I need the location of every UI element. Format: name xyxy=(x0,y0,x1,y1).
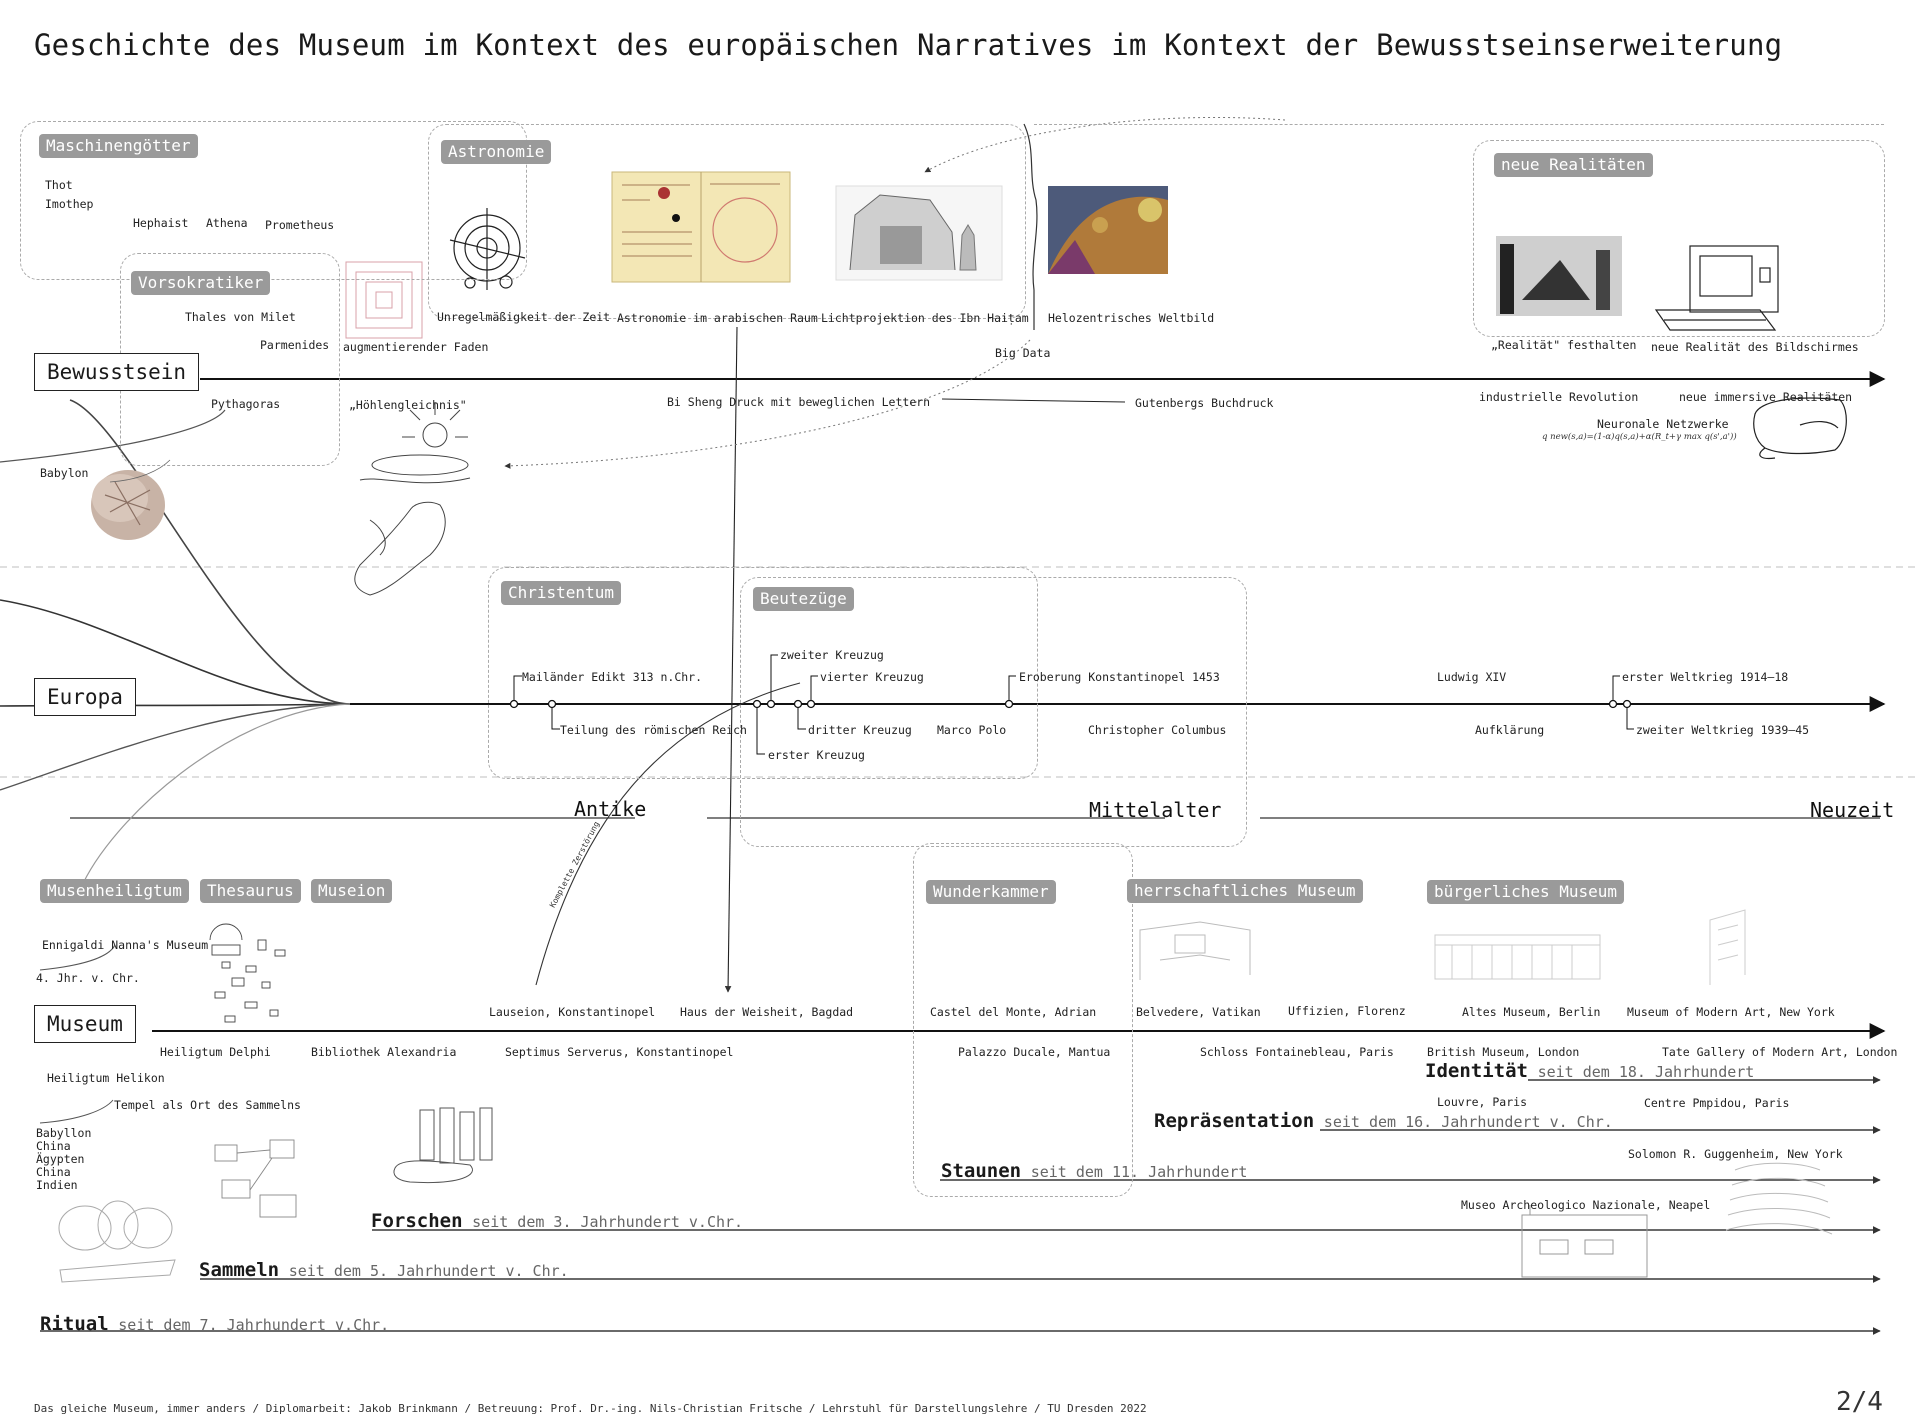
stream-since: seit dem 7. Jahrhundert v.Chr. xyxy=(118,1316,390,1334)
stream-word: Ritual xyxy=(40,1313,109,1335)
stream-since: seit dem 16. Jahrhundert v. Chr. xyxy=(1323,1113,1613,1131)
event-vierter-kreuzug: vierter Kreuzug xyxy=(820,670,924,684)
event-teilung: Teilung des römischen Reich xyxy=(560,723,747,737)
museum-castel-del-monte: Castel del Monte, Adrian xyxy=(930,1005,1097,1019)
event-zweiter-kreuzug: zweiter Kreuzug xyxy=(780,648,884,662)
label-bi-sheng: Bi Sheng Druck mit beweglichen Lettern xyxy=(667,395,931,409)
tag-astronomie: Astronomie xyxy=(441,140,551,164)
event-erster-weltkrieg: erster Weltkrieg 1914–18 xyxy=(1622,670,1789,684)
label-athena: Athena xyxy=(206,216,248,230)
moma-sketch xyxy=(1710,910,1745,985)
flammarion-image xyxy=(1048,186,1168,274)
label-industrielle-revolution: industrielle Revolution xyxy=(1479,390,1639,404)
museum-orte-list xyxy=(36,1127,91,1192)
altes-museum-sketch xyxy=(1435,935,1600,979)
event-zweiter-weltkrieg: zweiter Weltkrieg 1939–45 xyxy=(1636,723,1810,737)
label-imothep: Imothep xyxy=(45,197,94,211)
museum-neapel: Museo Archeologico Nazionale, Neapel xyxy=(1461,1198,1711,1212)
stream-sammeln xyxy=(199,1259,569,1281)
era-neuzeit: Neuzeit xyxy=(1810,798,1895,822)
label-prometheus: Prometheus xyxy=(265,218,335,232)
era-antike: Antike xyxy=(574,797,647,821)
event-aufklaerung: Aufklärung xyxy=(1475,723,1545,737)
event-erster-kreuzug: erster Kreuzug xyxy=(768,748,865,762)
tag-beutezuege: Beutezüge xyxy=(753,587,854,611)
trees-sketch xyxy=(59,1201,175,1282)
list-item: Babyllon xyxy=(36,1126,92,1140)
boxes-sketch xyxy=(215,1140,296,1217)
list-item: China xyxy=(36,1139,71,1153)
museum-ennigaldi: Ennigaldi Nanna's Museum xyxy=(42,938,209,952)
museum-uffizien: Uffizien, Florenz xyxy=(1288,1004,1406,1018)
list-item: Ägypten xyxy=(36,1152,85,1166)
guggenheim-sketch xyxy=(1726,1163,1832,1234)
row-box-bewusstsein: Bewusstsein xyxy=(34,353,199,391)
vr-headset-sketch xyxy=(1754,398,1847,458)
museum-palazzo-ducale: Palazzo Ducale, Mantua xyxy=(958,1045,1111,1059)
museum-haus-der-weisheit: Haus der Weisheit, Bagdad xyxy=(680,1005,854,1019)
list-item: China xyxy=(36,1165,71,1179)
stream-since: seit dem 3. Jahrhundert v.Chr. xyxy=(472,1213,744,1231)
event-marco-polo: Marco Polo xyxy=(937,723,1007,737)
europa-fan-curve xyxy=(80,704,350,890)
tag-musenheiligtum: Musenheiligtum xyxy=(40,879,189,903)
label-lichtprojektion: Lichtprojektion des Ibn Haiṭam xyxy=(821,311,1029,325)
tag-maschinengoetter: Maschinengötter xyxy=(39,134,198,158)
label-komplette-zerstoerung: Komplette Zerstörung xyxy=(548,819,602,910)
tag-wunderkammer: Wunderkammer xyxy=(926,880,1056,904)
row-box-museum: Museum xyxy=(34,1005,136,1043)
event-dritter-kreuzug: dritter Kreuzug xyxy=(808,723,912,737)
list-item: Indien xyxy=(36,1178,78,1192)
museum-belvedere: Belvedere, Vatikan xyxy=(1136,1005,1261,1019)
event-mailaender-edikt: Mailänder Edikt 313 n.Chr. xyxy=(522,670,703,684)
stream-ritual xyxy=(40,1313,389,1335)
tag-vorsokratiker: Vorsokratiker xyxy=(131,271,270,295)
museum-tate: Tate Gallery of Modern Art, London xyxy=(1662,1045,1898,1059)
label-heliozentrisch: Helozentrisches Weltbild xyxy=(1048,311,1215,325)
group-astronomie-extension xyxy=(1034,124,1884,125)
tag-museion: Museion xyxy=(311,879,392,903)
label-babylon: Babylon xyxy=(40,466,89,480)
label-realitaet-festhalten: „Realität" festhalten xyxy=(1491,338,1637,352)
label-thales: Thales von Milet xyxy=(185,310,296,324)
stream-word: Forschen xyxy=(371,1210,463,1232)
babylon-tablet xyxy=(91,470,165,540)
tag-christentum: Christentum xyxy=(501,581,621,605)
museum-4-jhr: 4. Jhr. v. Chr. xyxy=(36,971,140,985)
row-box-europa: Europa xyxy=(34,678,136,716)
label-unregelmaessigkeit: Unregelmäßigkeit der Zeit xyxy=(437,310,611,324)
event-eroberung-konstantinopel: Eroberung Konstantinopel 1453 xyxy=(1019,670,1220,684)
stream-word: Repräsentation xyxy=(1154,1110,1315,1132)
museum-guggenheim: Solomon R. Guggenheim, New York xyxy=(1628,1147,1843,1161)
footer-credits: Das gleiche Museum, immer anders / Diplomarbeit: Jakob Brinkmann / Betreuung: Prof. Dr.-ing. Nils-Christian Fritsche / Lehrstuhl für Darstellungslehre / TU Dresden 2022 xyxy=(34,1402,1147,1415)
tag-thesaurus: Thesaurus xyxy=(200,879,301,903)
museum-tempel: Tempel als Ort des Sammelns xyxy=(114,1098,301,1112)
label-hoehlengleichnis: „Höhlengleichnis" xyxy=(349,398,467,412)
museum-british: British Museum, London xyxy=(1427,1045,1580,1059)
page-title: Geschichte des Museum im Kontext des europäischen Narratives im Kontext der Bewusstseinserweiterung xyxy=(34,28,1783,62)
era-mittelalter: Mittelalter xyxy=(1089,798,1222,822)
label-pythagoras: Pythagoras xyxy=(211,397,281,411)
floorplan-sketch xyxy=(210,924,285,1022)
stream-since: seit dem 18. Jahrhundert xyxy=(1537,1063,1755,1081)
museum-alexandria: Bibliothek Alexandria xyxy=(311,1045,457,1059)
neapel-sketch xyxy=(1522,1205,1647,1277)
label-astronomie-arabisch: Astronomie im arabischen Raum xyxy=(617,311,818,325)
scrolls-sketch xyxy=(394,1108,492,1183)
stream-identitaet xyxy=(1425,1060,1754,1082)
tag-neue-realitaeten: neue Realitäten xyxy=(1494,153,1653,177)
stream-repraesentation xyxy=(1154,1110,1613,1132)
museum-pompidou: Centre Pmpidou, Paris xyxy=(1644,1096,1790,1110)
museum-lauseion: Lauseion, Konstantinopel xyxy=(489,1005,656,1019)
event-columbus: Christopher Columbus xyxy=(1088,723,1227,737)
tag-herrschaftliches-museum: herrschaftliches Museum xyxy=(1127,879,1363,903)
formula-q-learning: q new(s,a)=(1-α)q(s,a)+α(R_t+γ max q(s',a')) xyxy=(1542,432,1737,442)
label-hephaist: Hephaist xyxy=(133,216,189,230)
museum-moma: Museum of Modern Art, New York xyxy=(1627,1005,1835,1019)
page-number: 2/4 xyxy=(1836,1387,1883,1417)
palace-sketch xyxy=(1140,922,1250,980)
label-neuronale-netzwerke: Neuronale Netzwerke xyxy=(1597,417,1729,431)
label-augmentierender-faden: augmentierender Faden xyxy=(343,340,489,354)
stream-since: seit dem 5. Jahrhundert v. Chr. xyxy=(288,1262,569,1280)
label-parmenides: Parmenides xyxy=(260,338,330,352)
label-neue-realitaet-bildschirm: neue Realität des Bildschirmes xyxy=(1651,340,1859,354)
event-ludwig-xiv: Ludwig XIV xyxy=(1437,670,1507,684)
stream-since: seit dem 11. Jahrhundert xyxy=(1030,1163,1248,1181)
label-thot: Thot xyxy=(45,178,73,192)
label-gutenberg: Gutenbergs Buchdruck xyxy=(1135,396,1274,410)
cave-sketch xyxy=(355,402,470,595)
stream-word: Sammeln xyxy=(199,1259,280,1281)
museum-delphi: Heiligtum Delphi xyxy=(160,1045,271,1059)
museum-septimus: Septimus Serverus, Konstantinopel xyxy=(505,1045,734,1059)
tag-buergerliches-museum: bürgerliches Museum xyxy=(1427,880,1624,904)
museum-altes-museum: Altes Museum, Berlin xyxy=(1462,1005,1601,1019)
museum-louvre: Louvre, Paris xyxy=(1437,1095,1528,1109)
stream-forschen xyxy=(371,1210,743,1232)
stream-staunen xyxy=(941,1160,1247,1182)
label-immersive-realitaeten: neue immersive Realitäten xyxy=(1679,390,1853,404)
museum-fontainebleau: Schloss Fontainebleau, Paris xyxy=(1200,1045,1394,1059)
museum-helikon: Heiligtum Helikon xyxy=(47,1071,165,1085)
label-big-data: Big Data xyxy=(995,346,1051,360)
stream-word: Staunen xyxy=(941,1160,1022,1182)
stream-word: Identität xyxy=(1425,1060,1528,1082)
